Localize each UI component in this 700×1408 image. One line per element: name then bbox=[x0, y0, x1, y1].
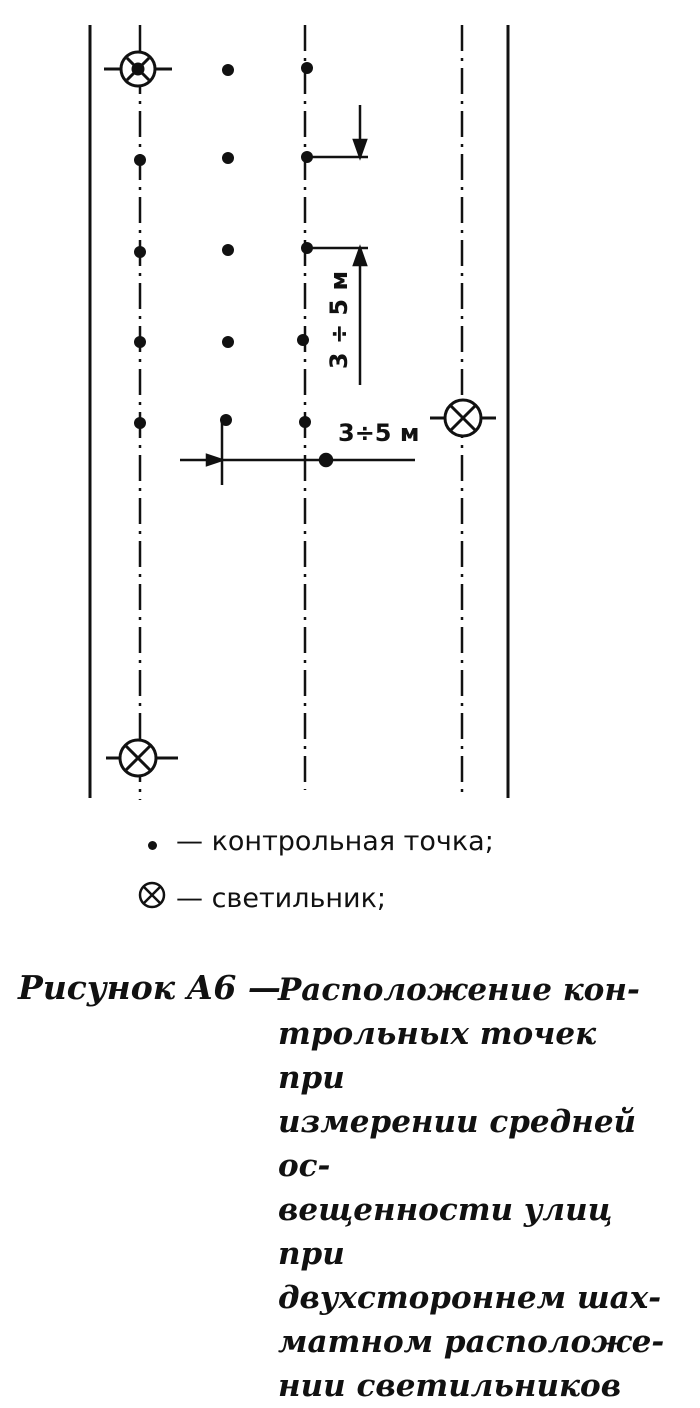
vertical-dimension-label: 3 ÷ 5 м bbox=[325, 270, 353, 370]
control-point bbox=[134, 246, 146, 258]
legend-point-label: — контрольная точка; bbox=[176, 826, 494, 857]
horizontal-dimension-label: 3÷5 м bbox=[338, 419, 420, 447]
legend-point-row bbox=[128, 826, 494, 857]
control-point bbox=[134, 154, 146, 166]
control-point bbox=[301, 62, 313, 74]
control-point-legend-icon bbox=[128, 826, 176, 857]
control-point bbox=[222, 244, 234, 256]
control-point bbox=[297, 334, 309, 346]
control-point bbox=[222, 64, 234, 76]
luminaire-legend-icon bbox=[128, 880, 176, 917]
luminaire-bottom-left-icon bbox=[106, 740, 178, 776]
control-point bbox=[222, 336, 234, 348]
figure-caption-label: Рисунок А6 — bbox=[18, 968, 281, 1007]
legend-lamp-label: — светильник; bbox=[176, 883, 387, 914]
control-point bbox=[299, 416, 311, 428]
control-point bbox=[222, 152, 234, 164]
luminaire-right-icon bbox=[430, 400, 496, 436]
luminaire-top-left-icon bbox=[104, 52, 172, 86]
control-point bbox=[134, 417, 146, 429]
control-point bbox=[134, 336, 146, 348]
control-points bbox=[134, 62, 313, 429]
legend-lamp-row bbox=[128, 880, 386, 917]
figure-caption-text: Расположение кон- трольных точек при измерении средней ос- вещенности улиц при двухстороннем шах- матном расположе- нии светильников bbox=[278, 972, 665, 1404]
